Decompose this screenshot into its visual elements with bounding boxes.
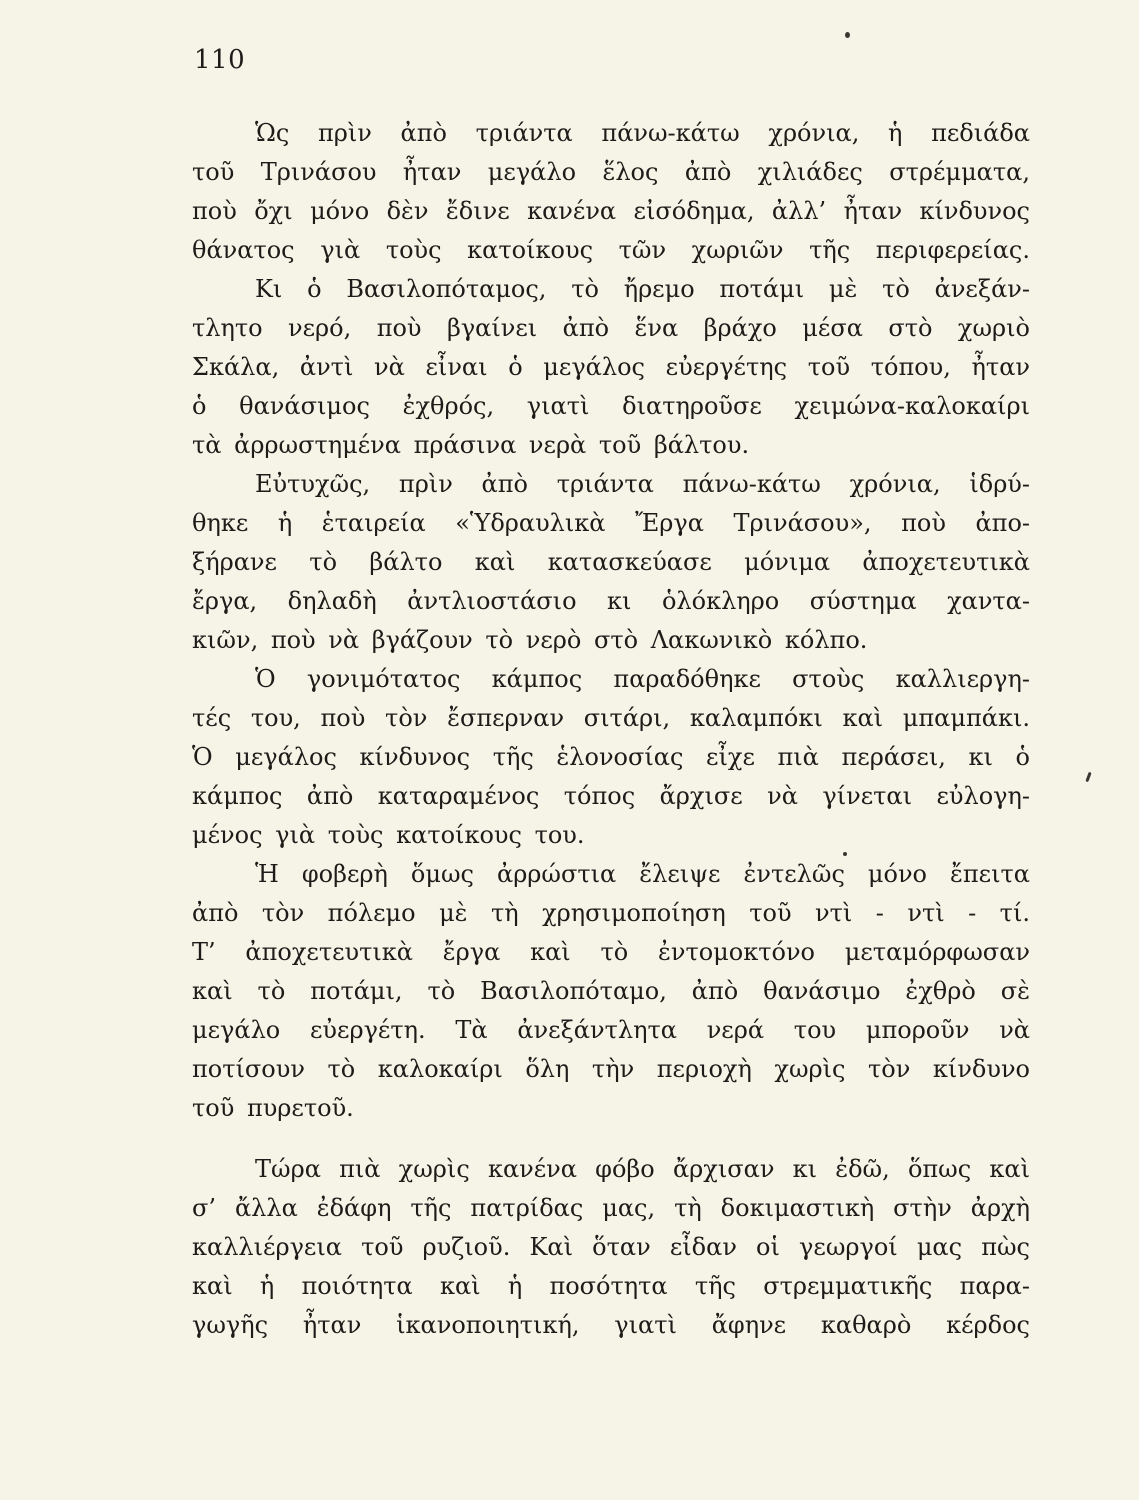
text-line: Τώρα πιὰ χωρὶς κανένα φόβο ἄρχισαν κι ἐδῶ, ὅπως καὶ	[255, 1155, 1030, 1183]
paragraph	[192, 114, 1030, 270]
text-line: θηκε ἡ ἑταιρεία «Ὑδραυλικὰ Ἔργα Τρινάσου», ποὺ ἀπο-	[192, 509, 1030, 537]
text-line: σ’ ἄλλα ἐδάφη τῆς πατρίδας μας, τὴ δοκιμαστικὴ στὴν ἀρχὴ	[192, 1194, 1030, 1222]
text-line: τές του, ποὺ τὸν ἔσπερναν σιτάρι, καλαμπόκι καὶ μπαμπάκι.	[192, 704, 1030, 732]
text-line: ἀπὸ τὸν πόλεμο μὲ τὴ χρησιμοποίηση τοῦ ντὶ - ντὶ - τί.	[192, 899, 1030, 927]
text-line: γωγῆς ἦταν ἱκανοποιητική, γιατὶ ἄφηνε καθαρὸ κέρδος	[192, 1311, 1030, 1339]
text-line: τοῦ πυρετοῦ.	[192, 1094, 354, 1122]
page-number: 110	[194, 45, 246, 75]
text-line: ἔργα, δηλαδὴ ἀντλιοστάσιο κι ὁλόκληρο σύστημα χαντα-	[192, 587, 1030, 615]
text-line: μεγάλο εὐεργέτη. Τὰ ἀνεξάντλητα νερά του μποροῦν νὰ	[192, 1016, 1030, 1044]
text-line: Κι ὁ Βασιλοπόταμος, τὸ ἤρεμο ποτάμι μὲ τὸ ἀνεξάν-	[255, 275, 1030, 303]
paragraph	[192, 270, 1030, 465]
paragraph	[192, 1150, 1030, 1345]
text-line: κιῶν, ποὺ νὰ βγάζουν τὸ νερὸ στὸ Λακωνικὸ κόλπο.	[192, 626, 868, 654]
scan-speck	[845, 32, 850, 38]
text-line: Ἡ φοβερὴ ὅμως ἀρρώστια ἔλειψε ἐντελῶς μόνο ἔπειτα	[255, 860, 1030, 888]
text-line: ποτίσουν τὸ καλοκαίρι ὅλη τὴν περιοχὴ χωρὶς τὸν κίνδυνο	[192, 1055, 1030, 1083]
body-text	[192, 114, 1030, 1345]
paragraph	[192, 855, 1030, 1128]
scan-speck	[1085, 772, 1091, 782]
text-line: Σκάλα, ἀντὶ νὰ εἶναι ὁ μεγάλος εὐεργέτης τοῦ τόπου, ἦταν	[192, 353, 1030, 381]
text-line: καλλιέργεια τοῦ ρυζιοῦ. Καὶ ὅταν εἶδαν οἱ γεωργοί μας πὼς	[192, 1233, 1030, 1261]
text-line: κάμπος ἀπὸ καταραμένος τόπος ἄρχισε νὰ γίνεται εὐλογη-	[192, 782, 1030, 810]
text-line: τὰ ἀρρωστημένα πράσινα νερὰ τοῦ βάλτου.	[192, 431, 750, 459]
text-line: τλητο νερό, ποὺ βγαίνει ἀπὸ ἕνα βράχο μέσα στὸ χωριὸ	[192, 314, 1030, 342]
text-line: Ὁ γονιμότατος κάμπος παραδόθηκε στοὺς καλλιεργη-	[255, 665, 1030, 693]
text-line: Ὡς πρὶν ἀπὸ τριάντα πάνω-κάτω χρόνια, ἡ πεδιάδα	[255, 119, 1030, 147]
text-line: Ὁ μεγάλος κίνδυνος τῆς ἑλονοσίας εἶχε πιὰ περάσει, κι ὁ	[192, 743, 1030, 771]
paragraph	[192, 465, 1030, 660]
text-line: Εὐτυχῶς, πρὶν ἀπὸ τριάντα πάνω-κάτω χρόνια, ἱδρύ-	[255, 470, 1030, 498]
text-line: θάνατος γιὰ τοὺς κατοίκους τῶν χωριῶν τῆς περιφερείας.	[192, 236, 1030, 264]
text-line: καὶ τὸ ποτάμι, τὸ Βασιλοπόταμο, ἀπὸ θανάσιμο ἐχθρὸ σὲ	[192, 977, 1030, 1005]
text-line: ποὺ ὄχι μόνο δὲν ἔδινε κανένα εἰσόδημα, ἀλλ’ ἦταν κίνδυνος	[192, 197, 1030, 225]
text-line: ὁ θανάσιμος ἐχθρός, γιατὶ διατηροῦσε χειμώνα-καλοκαίρι	[192, 392, 1030, 420]
text-line: Τ’ ἀποχετευτικὰ ἔργα καὶ τὸ ἐντομοκτόνο μεταμόρφωσαν	[192, 938, 1030, 966]
text-line: τοῦ Τρινάσου ἦταν μεγάλο ἕλος ἀπὸ χιλιάδες στρέμματα,	[192, 158, 1030, 186]
text-line: μένος γιὰ τοὺς κατοίκους του.	[192, 821, 585, 849]
text-line: καὶ ἡ ποιότητα καὶ ἡ ποσότητα τῆς στρεμματικῆς παρα-	[192, 1272, 1030, 1300]
paragraph	[192, 660, 1030, 855]
text-line: ξήρανε τὸ βάλτο καὶ κατασκεύασε μόνιμα ἀποχετευτικὰ	[192, 548, 1030, 576]
